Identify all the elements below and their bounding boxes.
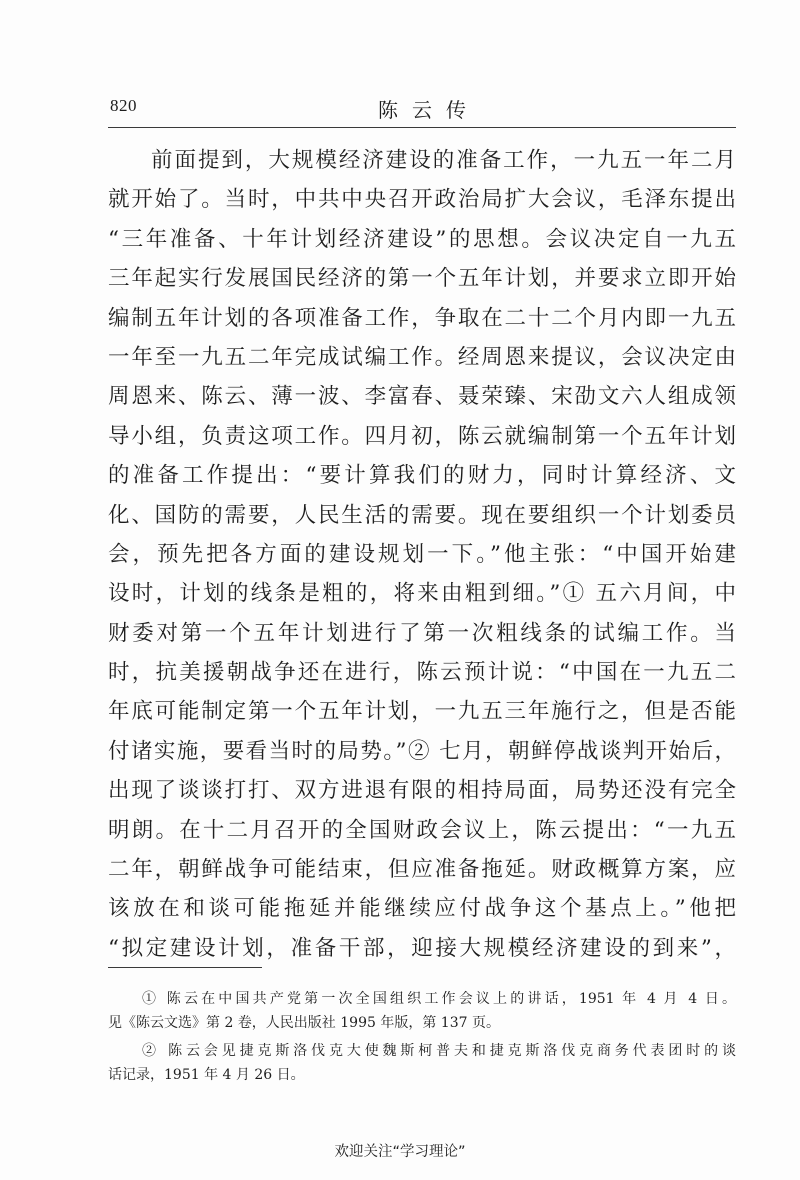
body-line: 付诸实施，要看当时的局势。”② 七月，朝鲜停战谈判开始后， xyxy=(108,738,736,764)
footnote-line: 话记录，1951 年 4 月 26 日。 xyxy=(108,1067,305,1083)
body-line: 时，抗美援朝战争还在进行，陈云预计说：“中国在一九五二 xyxy=(108,660,736,686)
header-rule xyxy=(108,127,736,128)
body-line: “三年准备、十年计划经济建设”的思想。会议决定自一九五 xyxy=(108,226,736,252)
body-line: 三年起实行发展国民经济的第一个五年计划，并要求立即开始 xyxy=(108,266,736,292)
page-header xyxy=(108,92,736,128)
body-line: 明朗。在十二月召开的全国财政会议上，陈云提出：“一九五 xyxy=(108,817,736,843)
body-line: 出现了谈谈打打、双方进退有限的相持局面，局势还没有完全 xyxy=(108,778,736,804)
footnote-2 xyxy=(108,1039,736,1087)
body-line: 就开始了。当时，中共中央召开政治局扩大会议，毛泽东提出 xyxy=(108,187,736,213)
footnote-line: ② 陈云会见捷克斯洛伐克大使魏斯柯普夫和捷克斯洛伐克商务代表团时的谈 xyxy=(142,1043,736,1059)
body-line: 前面提到，大规模经济建设的准备工作，一九五一年二月 xyxy=(151,148,736,173)
footnotes xyxy=(108,987,736,1087)
running-title: 陈云传 xyxy=(378,98,480,122)
body-line: 年底可能制定第一个五年计划，一九五三年施行之，但是否能 xyxy=(108,699,736,725)
footer-caption: 欢迎关注“学习理论” xyxy=(334,1144,466,1160)
footnote-rule xyxy=(108,967,262,968)
body-line: 设时，计划的线条是粗的，将来由粗到细。”① 五六月间，中 xyxy=(108,581,736,607)
footnote-line: 见《陈云文选》第 2 卷，人民出版社 1995 年版，第 137 页。 xyxy=(108,1015,500,1031)
body-line: 周恩来、陈云、薄一波、李富春、聂荣臻、宋劭文六人组成领 xyxy=(108,384,736,410)
body-line: 二年，朝鲜战争可能结束，但应准备拖延。财政概算方案，应 xyxy=(108,857,736,883)
page-number: 820 xyxy=(110,96,137,115)
body-line: “拟定建设计划，准备干部，迎接大规模经济建设的到来”， xyxy=(108,935,736,961)
body-line: 的准备工作提出：“要计算我们的财力，同时计算经济、文 xyxy=(108,463,736,489)
body-text xyxy=(108,141,736,968)
body-line: 化、国防的需要，人民生活的需要。现在要组织一个计划委员 xyxy=(108,502,736,528)
body-line: 会，预先把各方面的建设规划一下。”他主张：“中国开始建 xyxy=(108,541,736,567)
body-line: 导小组，负责这项工作。四月初，陈云就编制第一个五年计划 xyxy=(108,423,736,449)
footnote-line: ① 陈云在中国共产党第一次全国组织工作会议上的讲话，1951 年 4 月 4 日。 xyxy=(142,991,736,1007)
footnote-1 xyxy=(108,987,736,1035)
body-line: 编制五年计划的各项准备工作，争取在二十二个月内即一九五 xyxy=(108,305,736,331)
body-line: 财委对第一个五年计划进行了第一次粗线条的试编工作。当 xyxy=(108,620,736,646)
body-line: 该放在和谈可能拖延并能继续应付战争这个基点上。”他把 xyxy=(108,896,736,922)
body-line: 一年至一九五二年完成试编工作。经周恩来提议，会议决定由 xyxy=(108,344,736,370)
